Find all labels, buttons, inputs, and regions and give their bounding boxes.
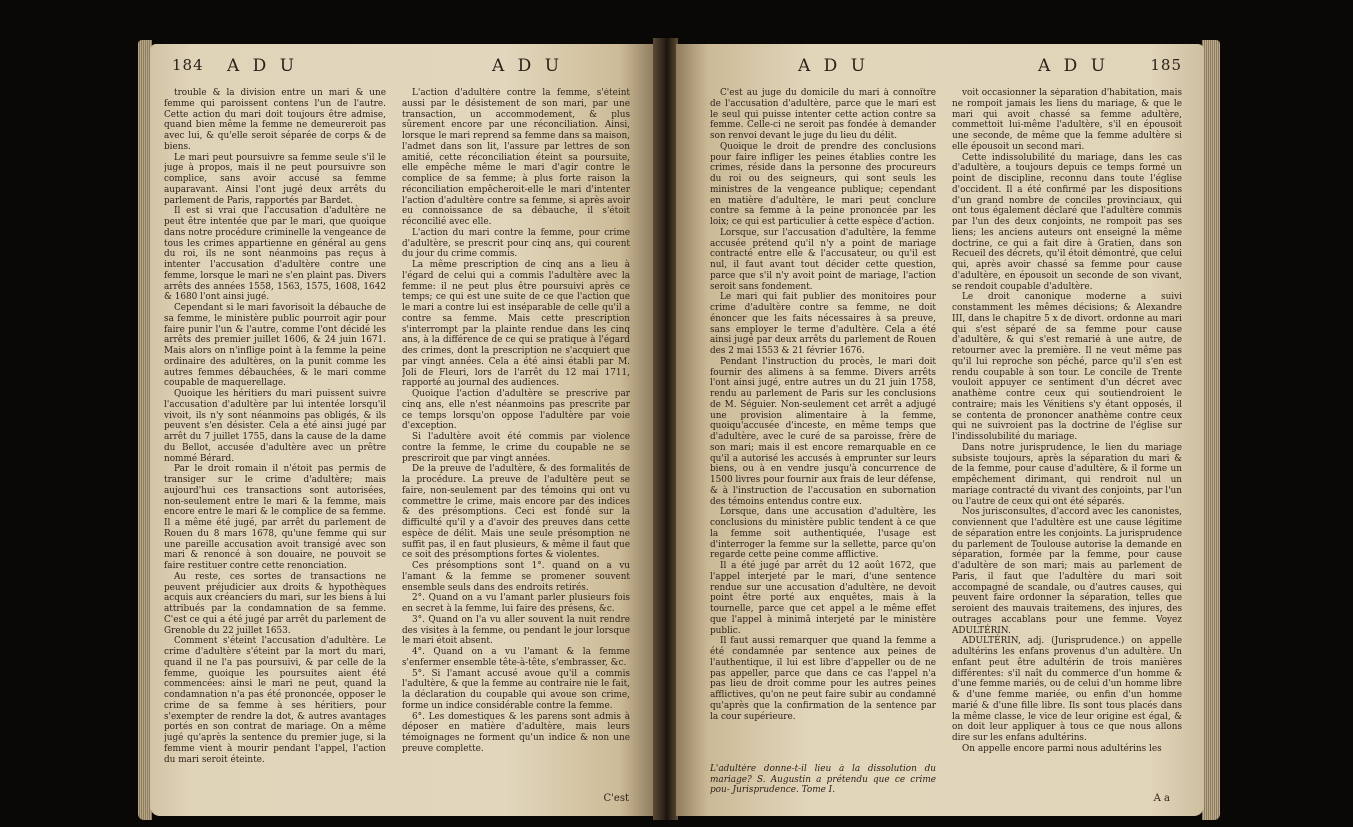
paragraph: Lorsque, sur l'accusation d'adultère, la femme accusée prétend qu'il n'y a point de mariage contracté entre elle & l'accusateur, ou qu'il est nul, il faut avant tout décider cette question, parce que s'il n'y avoit point de mariage, l'action seroit sans fondement.: [710, 227, 936, 292]
left-column-2: [402, 88, 630, 788]
right-column-2: [952, 88, 1182, 788]
paragraph: Lorsque, dans une accusation d'adultère, les conclusions du ministère public tendent à ce que la femme soit authentiquée, l'usage est d'interroger la femme sur la sellette, parce qu'on regarde cette peine comme afflictive.: [710, 507, 936, 561]
right-column-1: [710, 88, 936, 758]
paragraph: Le mari qui fait publier des monitoires pour crime d'adultère contre sa femme, ne doit énoncer que les faits nécessaires à sa preuve, sans employer le terme d'adultère. Cela a été ainsi jugé par deux arrêts du parlement de Rouen des 2 mai 1553 & 21 février 1676.: [710, 292, 936, 356]
paragraph: De la preuve de l'adultère, & des formalités de la procédure. La preuve de l'adultère peut se faire, non-seulement par des témoins qui ont vu commettre le crime, mais encore par des indices & des présomptions. Ceci est fondé sur la difficulté qu'il y a d'avoir des preuves dans cette espèce de délit. Mais une seule présomption ne suffit pas, il en faut plusieurs, & même il faut que ce soit des présomptions fortes & violentes.: [402, 464, 630, 561]
paragraph: 6°. Les domestiques & les parens sont admis à déposer en matière d'adultère, mais leurs témoignages ne forment qu'un indice & non une preuve complette.: [402, 711, 630, 754]
paragraph: voit occasionner la séparation d'habitation, mais ne rompoit jamais les liens du mariage, & que le mari qui avoit chassé sa femme adultère, commettoit lui-même l'adultère, s'il en épousoit une seconde, de même que la femme adultère si elle épousoit un second mari.: [952, 88, 1182, 152]
paragraph: 3°. Quand on l'a vu aller souvent la nuit rendre des visites à la femme, ou pendant le jour lorsque le mari étoit absent.: [402, 614, 630, 647]
right-running-header: [698, 56, 1182, 80]
paragraph: L'action du mari contre la femme, pour crime d'adultère, se prescrit pour cinq ans, qui courent du jour du crime commis.: [402, 227, 630, 260]
left-page-number: 184: [172, 56, 204, 74]
paragraph: 4°. Quand on a vu l'amant & la femme s'enfermer ensemble tête-à-tête, s'embrasser, &c.: [402, 647, 630, 668]
paragraph: L'action d'adultère contre la femme, s'éteint aussi par le désistement de son mari, par une transaction, un accommodement, & plus sûrement encore par une réconciliation. Ainsi, lorsque le mari reprend sa femme dans sa maison, l'admet dans son lit, l'assure par lettres de son amitié, cette réconciliation éteint sa poursuite, elle empêche même le mari d'agir contre le complice de sa femme; à plus forte raison la réconciliation empêcheroit-elle le mari d'intenter l'action d'adultère contre sa femme, si après avoir eu connoissance de sa débauche, il s'étoit réconcilié avec elle.: [402, 88, 630, 227]
left-running-head-2: A D U: [492, 56, 564, 76]
right-running-head-1: A D U: [798, 56, 870, 76]
paragraph: Par le droit romain il n'étoit pas permis de transiger sur le crime d'adultère; mais aujourd'hui ces transactions sont autorisées, non-seulement entre le mari & la femme, mais encore entre le mari & le complice de sa femme. Il a même été jugé, par arrêt du parlement de Rouen du 8 mars 1678, qu'une femme qui sur une pareille accusation avoit transigé avec son mari & renoncé à son douaire, ne pouvoit se faire restituer contre cette renonciation.: [164, 464, 386, 571]
paragraph: 2°. Quand on a vu l'amant parler plusieurs fois en secret à la femme, lui faire des présens, &c.: [402, 593, 630, 614]
paragraph: Ces présomptions sont 1°. quand on a vu l'amant & la femme se promener souvent ensemble seuls dans des endroits retirés.: [402, 561, 630, 593]
left-catchword: C'est: [603, 793, 629, 804]
left-column-1: [164, 88, 386, 808]
left-page: [150, 44, 655, 816]
right-page-number: 185: [1150, 56, 1182, 74]
left-running-head-1: A D U: [227, 56, 299, 76]
paragraph: Pendant l'instruction du procès, le mari doit fournir des alimens à sa femme. Divers arrêts l'ont ainsi jugé, entre autres un du 21 juin 1758, rendu au parlement de Paris sur les conclusions de M. Séguier. Non-seulement cet arrêt a adjugé une provision alimentaire à la femme, quoiqu'accusée d'inceste, en même temps que d'adultère, avec le curé de sa paroisse, frère de son mari; mais il est encore remarquable en ce qu'il a autorisé les accusés à emprunter sur leurs biens, ou à en vendre jusqu'à concurrence de 1500 livres pour fournir aux frais de leur défense, & à l'instruction de l'accusation en subornation des témoins entendus contre eux.: [710, 356, 936, 507]
paragraph: Quoique le droit de prendre des conclusions pour faire infliger les peines établies contre les crimes, réside dans la personne des procureurs du roi ou des seigneurs, qui sont seuls les ministres de la vengeance publique; cependant en matière d'adultère, le mari peut conclure contre sa femme à la peine prononcée par les loix; ce qui est particulier à cette espèce d'action.: [710, 141, 936, 227]
paragraph: Au reste, ces sortes de transactions ne peuvent préjudicier aux droits & hypothèques acquis aux créanciers du mari, sur les biens à lui attribués par la condamnation de sa femme. C'est ce qui a été jugé par arrêt du parlement de Grenoble du 22 juillet 1653.: [164, 571, 386, 636]
paragraph: C'est au juge du domicile du mari à connoître de l'accusation d'adultère, parce que le mari est le seul qui puisse intenter cette action contre sa femme. Celle-ci ne seroit pas fondée à demander son renvoi devant le juge du lieu du délit.: [710, 88, 936, 141]
paragraph: Dans notre jurisprudence, le lien du mariage subsiste toujours, après la séparation du mari & de la femme, pour cause d'adultère, & il forme un empêchement dirimant, qui rendroit nul un mariage contracté du vivant des conjoints, par l'un ou l'autre de ceux qui ont été séparés.: [952, 442, 1182, 507]
paragraph: On appelle encore parmi nous adultérins les: [962, 743, 1162, 754]
paragraph: Quoique l'action d'adultère se prescrive par cinq ans, elle n'est néanmoins pas prescrite par ce temps lorsqu'on oppose l'adultère par voie d'exception.: [402, 389, 630, 432]
right-column-1-footer: L'adultère donne-t-il lieu à la dissolution du mariage? S. Augustin a prétendu que ce crime pou- Jurisprudence. Tome I.: [710, 763, 936, 796]
paragraph: Si l'adultère avoit été commis par violence contre la femme, le crime du coupable ne se prescriroit que par vingt années.: [402, 432, 630, 464]
paragraph: Le droit canonique moderne a suivi constamment les mêmes décisions; & Alexandre III, dans le chapitre 5 x de divort. ordonne au mari qui s'est séparé de sa femme pour cause d'adultère, & qui s'est remarié à une autre, de retourner avec la première. Il ne veut même pas qu'il lui reproche son péché, parce qu'il s'en est rendu coupable à son tour. Le concile de Trente vouloit appuyer ce sentiment d'un décret avec anathème contre ceux qui soutiendroient le contraire; mais les Vénitiens s'y étant opposés, il se contenta de prononcer anathème contre ceux qui ne suivroient pas la doctrine de l'église sur l'indissolubilité du mariage.: [952, 292, 1182, 442]
paragraph: Cette indissolubilité du mariage, dans les cas d'adultère, a toujours depuis ce temps formé un point de discipline, reconnu dans toute l'église d'occident. Il a été confirmé par les dispositions d'un grand nombre de conciles provinciaux, qui ont tous également déclaré que l'adultère commis par l'un des deux conjoints, ne rompoit pas ses liens; les anciens auteurs ont enseigné la même doctrine, ce qui a fait dire à Gratien, dans son Recueil des décrets, qu'il étoit démontré, que celui qui, après avoir chassé sa femme pour cause d'adultère, en épousoit un seconde de son vivant, se rendoit coupable d'adultère.: [952, 152, 1182, 292]
right-catchword: A a: [1153, 793, 1170, 804]
right-running-head-2: A D U: [1038, 56, 1110, 76]
paragraph: Il faut aussi remarquer que quand la femme a été condamnée par sentence aux peines de l'authentique, il lui est libre d'appeller ou de ne pas appeller, parce que dans ce cas l'appel n'a pas lieu de droit comme pour les autres peines afflictives, qu'on ne peut faire subir au condamné qu'après que la confirmation de la sentence par la cour supérieure.: [710, 636, 936, 722]
right-page: [676, 44, 1204, 816]
paragraph: Quoique les héritiers du mari puissent suivre l'accusation d'adultère par lui intentée lorsqu'il vivoit, ils n'y sont néanmoins pas obligés, & ils peuvent s'en désister. Cela a été ainsi jugé par arrêt du 7 juillet 1755, dans la cause de la dame du Bellot, accusée d'adultère avec un prêtre nommé Bérard.: [164, 389, 386, 464]
paragraph: Comment s'éteint l'accusation d'adultère. Le crime d'adultère s'éteint par la mort du mari, quand il ne l'a pas poursuivi, & par celle de la femme, quoique les poursuites aient été commencées: ainsi le mari ne peut, quand la condamnation n'a pas été prononcée, opposer le crime de sa femme à ses héritiers, pour s'exempter de rendre la dot, & autres avantages portés en son contrat de mariage. On a même jugé qu'après la sentence du premier juge, si la femme vient à mourir pendant l'appel, l'action du mari seroit éteinte.: [164, 636, 386, 765]
paragraph: Il est si vrai que l'accusation d'adultère ne peut être intentée que par le mari, que quoique dans notre procédure criminelle la vengeance de tous les crimes appartienne en général au gens du roi, ils ne sont néanmoins pas reçus à intenter l'accusation d'adultère contre une femme, lorsque le mari ne s'en plaint pas. Divers arrêts des années 1558, 1563, 1575, 1608, 1642 & 1680 l'ont ainsi jugé.: [164, 206, 386, 303]
paragraph: Il a été jugé par arrêt du 12 août 1672, que l'appel interjeté par le mari, d'une sentence rendue sur une accusation d'adultère, ne devoit point être porté aux enquêtes, mais à la tournelle, parce que cet appel a le même effet que l'appel à minimâ interjeté par le ministère public.: [710, 561, 936, 636]
paragraph: La même prescription de cinq ans a lieu à l'égard de celui qui a commis l'adultère avec la femme: il ne peut plus être poursuivi après ce temps; ce qui est une suite de ce que l'action que le mari a contre lui est inséparable de celle qu'il a contre sa femme. Mais cette prescription s'interrompt par la plainte rendue dans les cinq ans, à la différence de ce qui se pratique à l'égard des crimes, dont la prescription ne s'acquiert que par vingt années. Cela a été ainsi établi par M. Joli de Fleuri, lors de l'arrêt du 12 mai 1711, rapporté au journal des audiences.: [402, 260, 630, 389]
left-running-header: [172, 56, 633, 80]
paragraph: ADULTÉRIN, adj. (Jurisprudence.) on appelle adultérins les enfans provenus d'un adultère. Un enfant peut être adultérin de trois manières différentes: s'il naît du commerce d'un homme & d'une femme mariés, ou de celui d'un homme libre & d'une femme mariée, ou enfin d'un homme marié & d'une fille libre. Ils sont tous placés dans la même classe, le vice de leur origine est égal, & on doit leur appliquer à tous ce que nous allons dire sur les enfans adultérins.: [952, 636, 1182, 743]
paragraph: 5°. Si l'amant accusé avoue qu'il a commis l'adultère, & que la femme au contraire nie le fait, la déclaration du coupable qui avoue son crime, forme un indice considérable contre la femme.: [402, 668, 630, 711]
page-edges-right: [1202, 40, 1220, 820]
paragraph: Nos jurisconsultes, d'accord avec les canonistes, conviennent que l'adultère est une cause légitime de séparation entre les conjoints. La jurisprudence du parlement de Toulouse autorise la demande en séparation, formée par la femme, pour cause d'adultère de son mari; mais au parlement de Paris, il faut que l'adultère du mari soit accompagné de scandale, ou d'autres causes, qui peuvent faire ordonner la séparation, telles que seroient des mauvais traitemens, des injures, des outrages accablans pour une femme. Voyez ADULTÉRIN.: [952, 507, 1182, 636]
paragraph: Le mari peut poursuivre sa femme seule s'il le juge à propos, mais il ne peut poursuivre son complice, sans avoir accusé sa femme auparavant. Ainsi l'ont jugé deux arrêts du parlement de Paris, rapportés par Bardet.: [164, 152, 386, 206]
book-gutter: [653, 38, 678, 820]
paragraph: trouble & la division entre un mari & une femme qui paroissent contens l'un de l'autre. Cette action du mari doit toujours être admise, quand bien même la femme ne demeureroit pas avec lui, & qu'elle seroit séparée de corps & de biens.: [164, 88, 386, 152]
paragraph: Cependant si le mari favorisoit la débauche de sa femme, le ministère public pourroit agir pour faire punir l'un & l'autre, comme l'ont décidé les arrêts des premier juillet 1606, & 24 juin 1671. Mais alors on n'inflige point à la femme la peine ordinaire des adultères, on la punit comme les autres femmes débauchées, & le mari comme coupable de maquerellage.: [164, 303, 386, 389]
